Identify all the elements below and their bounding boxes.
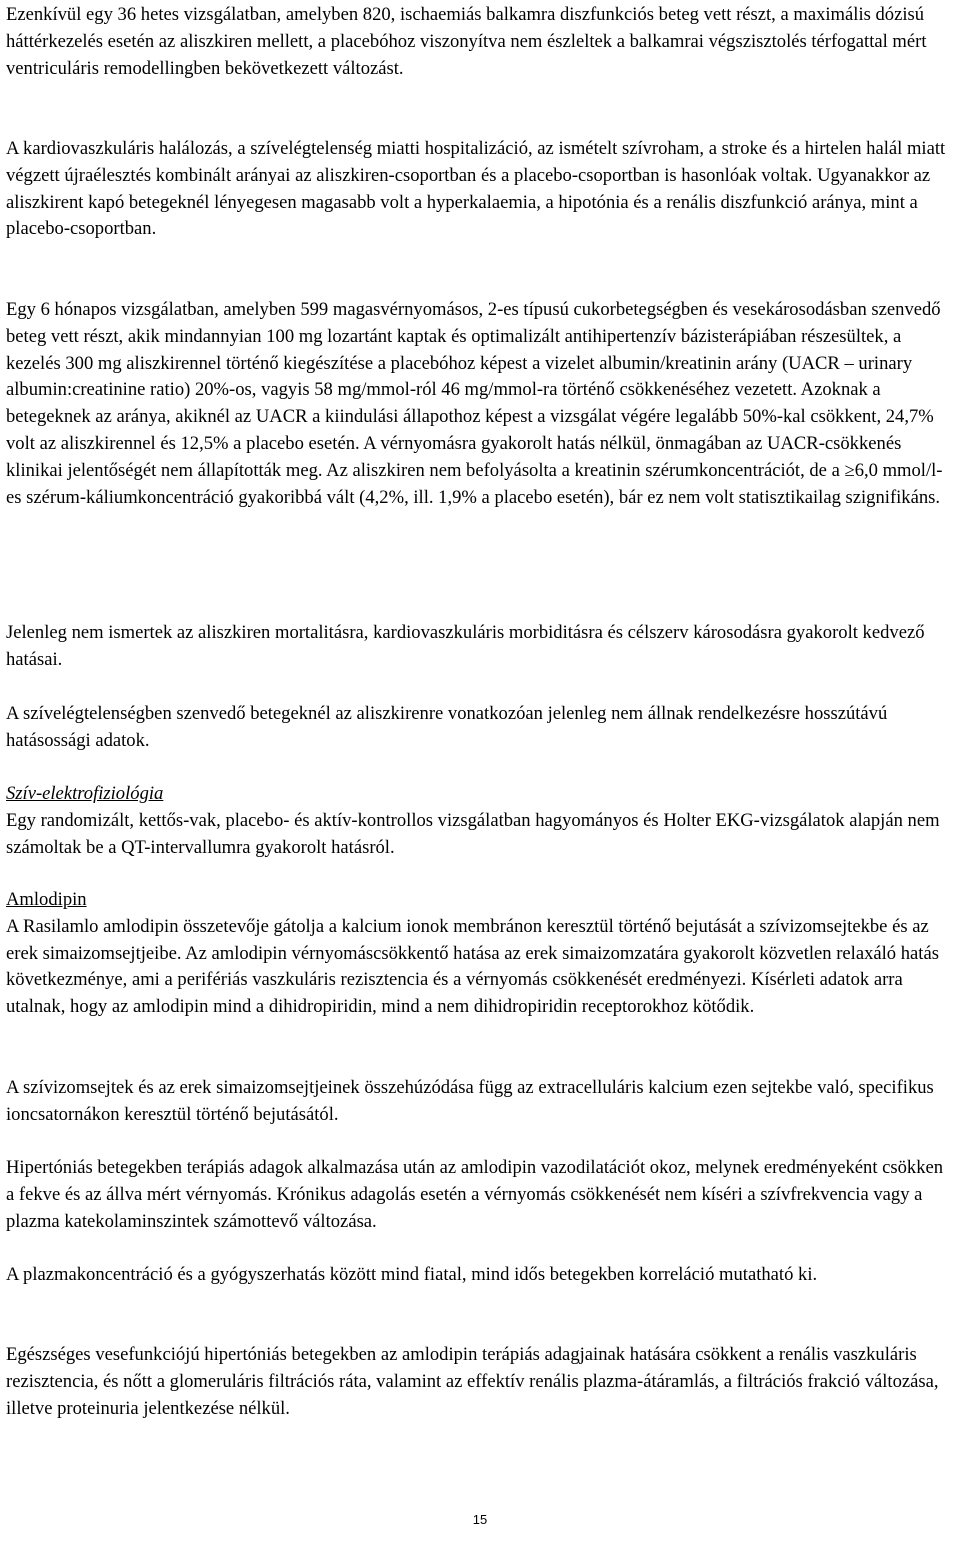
paragraph-36-week-study: Ezenkívül egy 36 hetes vizsgálatban, amelyben 820, ischaemiás balkamra diszfunkciós beteg vett részt, a maximális dózisú háttérkezelés esetén az aliszkiren mellett, a placebóhoz viszonyítva nem észleltek a balkamrai végszisztolés térfogattal mért ventriculáris remodellingben bekövetkezett változást. [6,4,927,79]
page-number: 15 [472,1512,488,1527]
paragraph-hypertensive-patients: Hipertóniás betegekben terápiás adagok alkalmazása után az amlodipin vazodilatációt okoz, melynek eredményeként csökken a fekve és az állva mért vérnyomás. Krónikus adagolás esetén a vérnyomás csökkenését nem kíséri a szívfrekvencia vagy a plazma katekolaminszintek számottevő változása. [6,1157,944,1232]
section-heading-amlodipine: Amlodipin [6,889,87,910]
paragraph-6-month-study: Egy 6 hónapos vizsgálatban, amelyben 599 magasvérnyomásos, 2-es típusú cukorbetegségben és vesekárosodásban szenvedő beteg vett részt, akik mindannyian 100 mg lozartánt kaptak és optimalizált antihipertenzív bázisterápiában részesültek, a kezelés 300 mg aliszkirennel történő kiegészítése a placebóhoz képest a vizelet albumin/kreatinin arány (UACR – urinary albumin:creatinine ratio) 20%-os, vagyis 58 mg/mmol-ról 46 mg/mmol-ra történő csökkenéséhez vezetett. Azoknak a betegeknek az aránya, akiknél az UACR a kiindulási állapothoz képest a vizsgálat végére legalább 50%-kal csökkent, 24,7% volt az aliszkirennel és 12,5% a placebo esetén. A vérnyomásra gyakorolt hatás nélkül, önmagában az UACR-csökkenés klinikai jelentőségét nem állapították meg. Az aliszkiren nem befolyásolta a kreatinin szérumkoncentrációt, de a ≥6,0 mmol/l-es szérum-káliumkoncentráció gyakoribbá vált (4,2%, ill. 1,9% a placebo esetén), bár ez nem volt statisztikailag szignifikáns. [6,299,943,508]
section-text-heart-electrophysiology: Egy randomizált, kettős-vak, placebo- és aktív-kontrollos vizsgálatban hagyományos és Holter EKG-vizsgálatok alapján nem számoltak be a QT-intervallumra gyakorolt hatásról. [6,809,940,858]
paragraph-mortality-unknown: Jelenleg nem ismertek az aliszkiren mortalitásra, kardiovaszkuláris morbiditásra és célszerv károsodásra gyakorolt kedvező hatásai. [6,622,925,670]
section-text-amlodipine: A Rasilamlo amlodipin összetevője gátolja a kalcium ionok membránon keresztül történő bejutását a szívizomsejtekbe és az erek simaizomsejtjeibe. Az amlodipin vérnyomáscsökkentő hatása az erek simaizomzatára gyakorolt közvetlen relaxáló hatás következménye, ami a perifériás vaszkuláris rezisztencia és a vérnyomás csökkenését eredményezi. Kísérleti adatok arra utalnak, hogy az amlodipin mind a dihidropiridin, mind a nem dihidropiridin receptorokhoz kötődik. [6,915,939,1018]
section-amlodipine [6,887,950,1021]
paragraph-heart-failure: A szívelégtelenségben szenvedő betegeknél az aliszkirenre vonatkozóan jelenleg nem állnak rendelkezésre hosszútávú hatásossági adatok. [6,703,888,751]
section-heart-electrophysiology [6,781,950,861]
paragraph-cardiovascular-mortality: A kardiovaszkuláris halálozás, a szívelégtelenség miatti hospitalizáció, az ismételt szívroham, a stroke és a hirtelen halál miatt végzett újraélesztés kombinált arányai az aliszkiren-csoportban és a placebo-csoportban is hasonlóak voltak. Ugyanakkor az aliszkirent kapó betegeknél lényegesen magasabb volt a hyperkalaemia, a hipotónia és a renális diszfunkció aránya, mint a placebo-csoportban. [6,138,946,240]
paragraph-plasma-concentration: A plazmakoncentráció és a gyógyszerhatás között mind fiatal, mind idős betegekben korreláció mutatható ki. [6,1264,818,1285]
paragraph-renal-function: Egészséges vesefunkciójú hipertóniás betegekben az amlodipin terápiás adagjainak hatására csökkent a renális vaszkuláris rezisztencia, és nőtt a glomeruláris filtrációs ráta, valamint az effektív renális plazma-átáramlás, a filtrációs frakció változása, illetve proteinuria jelentkezése nélkül. [6,1344,939,1419]
paragraph-calcium-contraction: A szívizomsejtek és az erek simaizomsejtjeinek összehúzódása függ az extracelluláris kalcium ezen sejtekbe való, specifikus ioncsatornákon keresztül történő bejutásától. [6,1077,934,1125]
section-heading-heart-electrophysiology: Szív-elektrofiziológia [6,783,164,804]
